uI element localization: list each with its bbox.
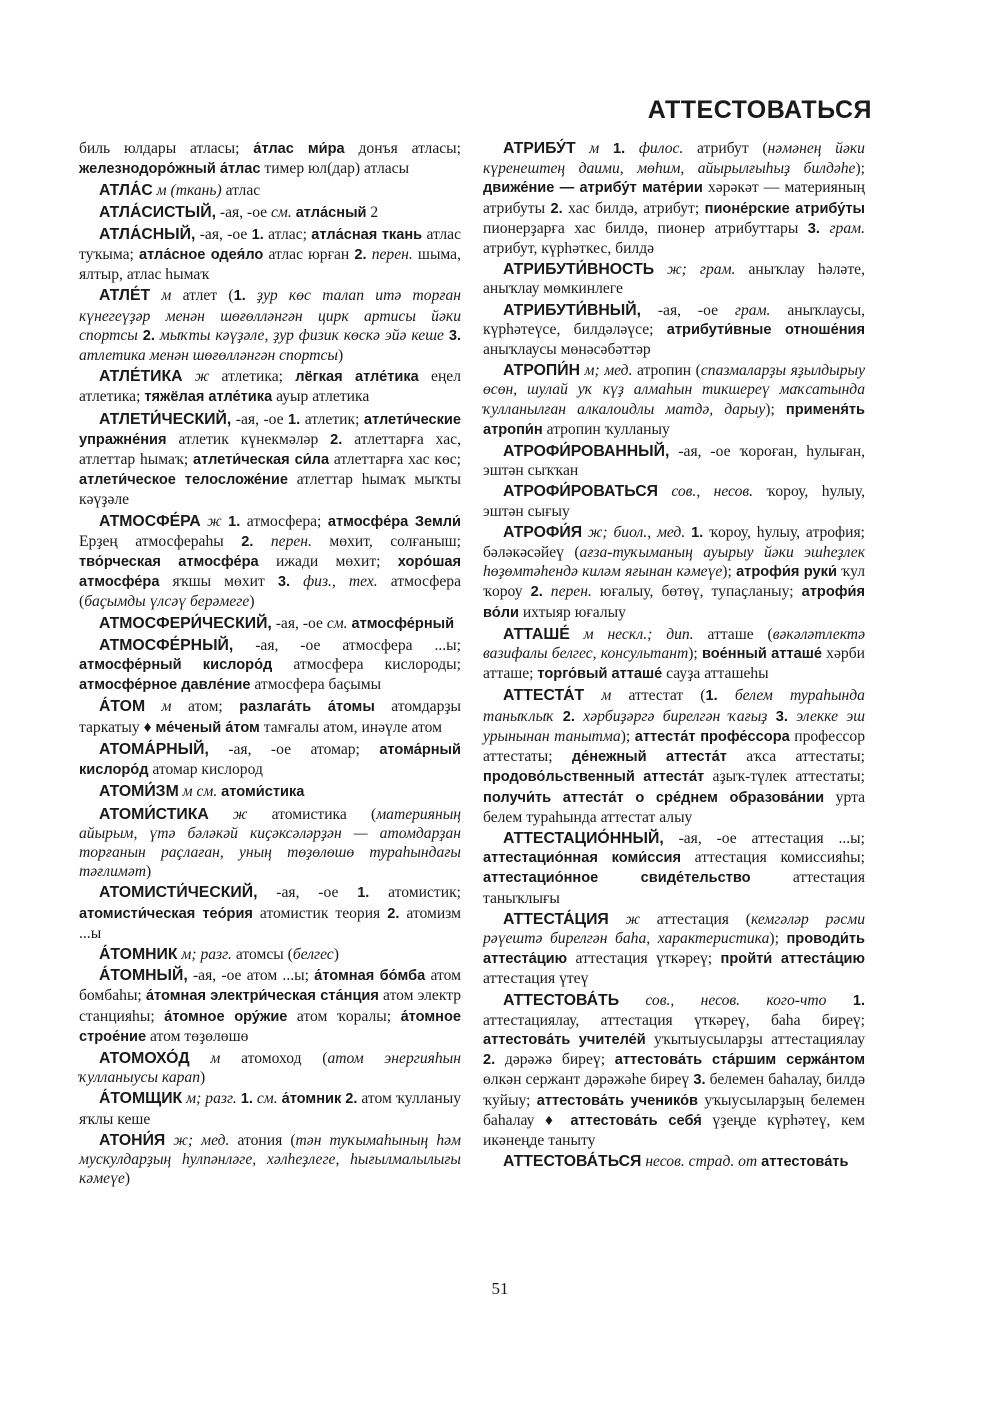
dictionary-entry [79, 782, 461, 802]
grammar-label: м нескл.; дип. [569, 625, 694, 643]
translation-text: яҡшы мөхит [159, 573, 278, 591]
phrase: атмосфе́ра Земли́ [327, 513, 462, 530]
translation-text: ихтыяр юғалыу [518, 603, 626, 621]
dictionary-entry [79, 286, 461, 365]
headword: А́ТОМ [99, 698, 146, 716]
phrase: 1. [852, 992, 865, 1009]
phrase: пионе́рские атрибу́ты [704, 200, 865, 217]
phrase: аттестова́ть [761, 1154, 849, 1171]
grammar-label: см. [271, 203, 292, 221]
translation-text: аттестация таныҡлығы [483, 869, 865, 907]
phrase: 1. [233, 288, 246, 305]
grammar-label: белгес [292, 945, 334, 963]
translation-text [290, 573, 303, 590]
translation-text: Ерҙең атмосфераһы [79, 532, 242, 550]
phrase: вое́нный атташе́ [701, 646, 822, 663]
grammar-label: грам. [734, 301, 771, 319]
phrase: 1. [691, 524, 704, 541]
headword: АТРИБУТИ́ВНЫЙ, [503, 301, 641, 319]
phrase: 3. [693, 1072, 706, 1089]
grammar-label: м; разг. [177, 945, 232, 963]
headword: АТТЕСТОВА́ТЬ [503, 991, 620, 1009]
translation-text: донъя атласы; [344, 140, 461, 157]
phrase: 3. [775, 708, 788, 725]
translation-text: атом бомбаһы; [79, 967, 461, 1005]
translation-text: ) [333, 945, 339, 963]
translation-text: ауыр атлетика [272, 388, 370, 406]
translation-text: атомсы ( [231, 945, 293, 963]
headword: АТОМИ́СТИКА [99, 805, 209, 823]
grammar-label: грам. [829, 219, 865, 237]
translation-text [599, 140, 613, 157]
translation-text: -ая, -ое [640, 301, 735, 319]
phrase: получи́ть аттеста́т о сре́днем образова́нии [483, 789, 825, 806]
headword: АТТЕСТА́ЦИЯ [503, 910, 609, 928]
grammar-label: м (ткань) [152, 182, 222, 200]
phrase: применя́ть атропи́н [483, 401, 865, 438]
translation-text: ҡороу, һулыу, эштән сығыу [483, 483, 865, 520]
phrase: атома́рный кислоро́д [79, 741, 461, 779]
dictionary-entry [79, 883, 461, 943]
translation-text [767, 708, 775, 725]
translation-text: атомистик; [369, 884, 461, 902]
translation-text: атония ( [229, 1131, 296, 1149]
translation-text: атомистик теория [252, 904, 388, 922]
dictionary-entry [79, 512, 461, 612]
grammar-label: атлетика менән шөғөлләнгән спортсы [79, 347, 338, 365]
translation-text: аҡса аттестаты; [726, 748, 865, 766]
grammar-label: см. [256, 1090, 278, 1108]
dictionary-entry [79, 614, 461, 634]
translation-text: атомистика ( [247, 805, 377, 823]
grammar-label: ж; грам. [654, 261, 736, 279]
dictionary-entry [483, 260, 865, 298]
grammar-label: сов., несов. кого-что [619, 991, 827, 1009]
phrase: 2. [387, 905, 400, 922]
grammar-label: сов., несов. [657, 483, 754, 501]
phrase: де́нежный аттеста́т [571, 749, 727, 766]
phrase: а́томное строе́ние [79, 1008, 461, 1045]
headword: АТЛА́С [99, 182, 153, 200]
phrase: разлага́ть а́томы [239, 699, 375, 716]
translation-text: сауҙа атташеһы [662, 665, 769, 683]
phrase: атомисти́ческая тео́рия [79, 905, 253, 922]
translation-text: аныҡлаусы мөнәсәбәттәр [483, 341, 651, 359]
grammar-label: м; разг. [182, 1090, 237, 1108]
right-column [483, 139, 865, 1174]
dictionary-entry [79, 1049, 461, 1087]
grammar-label: ж [182, 368, 210, 386]
translation-text: аттестация комиссияһы; [681, 849, 865, 867]
grammar-label: ж [608, 910, 641, 928]
translation-text: аҙыҡ-түлек аттестаты; [704, 768, 865, 786]
translation-text: уҡытыусыларҙы аттестациялау [645, 1030, 865, 1048]
translation-text: атомдарҙы таркатыу ♦ [79, 698, 462, 736]
phrase: движе́ние — атрибу́т мате́рии [483, 180, 703, 197]
translation-text: атом ҡулланыу яҡлы кеше [79, 1090, 462, 1128]
headword: АТМОСФЕ́РНЫЙ, [99, 636, 234, 654]
phrase: торго́вый атташе́ [537, 666, 663, 683]
dictionary-entry [483, 829, 865, 908]
headword: А́ТОМНЫЙ, [99, 967, 188, 985]
phrase: железнодоро́жный а́тлас [79, 161, 261, 178]
grammar-label: см. [326, 614, 348, 632]
phrase: тяжёлая атле́тика [144, 389, 273, 406]
translation-text: урта белем тураһында аттестат алыу [483, 788, 865, 826]
translation-text: белемен баһалау, билдә ҡуйыу; [483, 1071, 866, 1109]
translation-text: аныҡлау һәләте, аныҡлау мөмкинлеге [483, 261, 865, 298]
dictionary-entry [483, 361, 865, 440]
headword: АТТЕСТАЦИО́ННЫЙ, [503, 829, 664, 847]
headword: АТЛЕТИ́ЧЕСКИЙ, [99, 410, 232, 428]
phrase: 1. [228, 513, 241, 530]
translation-text: хәрәкәт — материяның атрибуты [483, 179, 865, 217]
translation-text: профессор аттестаты; [483, 727, 866, 766]
phrase: 1. [288, 411, 301, 428]
grammar-label: несов. страд. от [641, 1153, 758, 1171]
phrase: атмосфе́рный [351, 615, 455, 632]
dictionary-entry [79, 805, 461, 882]
translation-text: атмосфера баҫымы [250, 676, 382, 694]
translation-text: атом төҙөлөшө [146, 1027, 249, 1045]
translation-text [253, 533, 270, 550]
translation-text: атомизм ...ы [79, 904, 461, 942]
translation-text: өлкән сержант дәрәжәһе биреү [483, 1071, 694, 1089]
phrase: лёгкая атле́тика [295, 369, 419, 386]
translation-text: уҡыусыларҙың белемен баһалау ♦ [483, 1091, 865, 1129]
translation-text: ); [620, 727, 635, 745]
phrase: хоро́шая атмосфе́ра [79, 554, 462, 591]
translation-text: дәрәжә биреү; [495, 1051, 615, 1069]
translation-text: атлеттарға хас, атлеттар һымаҡ; [79, 430, 461, 469]
phrase: атлети́ческая си́ла [193, 452, 330, 469]
grammar-label: кемгәләр рәсми рәүештә бирелгән баһа, характеристика [483, 910, 865, 947]
translation-text: үҙеңде күрһәтеү, кем икәнеңде таныту [483, 1111, 865, 1149]
dictionary-entry [79, 636, 461, 696]
grammar-label: вәкәләтлектә вазифалы белгес, консультант [483, 625, 865, 663]
dictionary-entry [483, 482, 865, 520]
translation-text: атлас юрған [263, 246, 355, 264]
phrase: а́томная бо́мба [314, 968, 426, 985]
translation-text: аттестациялау, аттестация үткәреү, баһа биреү; [483, 1011, 865, 1029]
grammar-label: перен. [550, 583, 592, 601]
translation-text: -ая, -ое [231, 410, 289, 428]
grammar-label: элекке эш урынынан танытма [483, 707, 866, 745]
phrase: 2. [550, 200, 563, 217]
phrase: аттестова́ть себя́ [570, 1112, 702, 1129]
dictionary-entry [79, 1131, 461, 1189]
dictionary-entry [483, 301, 865, 360]
translation-text: ); [769, 929, 787, 947]
phrase: аттеста́т профе́ссора [634, 728, 790, 745]
phrase: атмосфе́рный кислоро́д [79, 657, 273, 674]
headword: АТОМИ́ЗМ [99, 783, 179, 801]
translation-text: тамғалы атом, инәүле атом [259, 718, 442, 736]
phrase: 2. [345, 1091, 358, 1108]
translation-text: ҡул ҡороу [483, 563, 865, 601]
phrase: а́томное ору́жие [164, 1008, 288, 1025]
headword: АТЛЕ́Т [99, 287, 151, 305]
grammar-label: м [584, 687, 612, 705]
dictionary-entry [483, 910, 865, 989]
translation-text: атропин ҡулланыу [542, 420, 670, 438]
translation-text: атлас [221, 182, 261, 200]
translation-text: ҡороу, һулыу, атрофия; бәләкәсәйеү ( [483, 523, 865, 562]
headword: АТТЕСТА́Т [503, 687, 585, 705]
translation-text: ижади мөхит; [258, 553, 398, 571]
translation-text: ); [722, 563, 737, 581]
headword: АТОМОХО́Д [99, 1049, 190, 1067]
translation-text: ); [855, 160, 865, 178]
translation-text: атлетик; [300, 410, 364, 428]
grammar-label: м [145, 698, 172, 716]
translation-text: 2 [366, 203, 379, 221]
headword: АТРОФИ́РОВАННЫЙ, [503, 443, 670, 461]
grammar-label: нәмәнең йәки күренештең даими, мөһим, айырылғыһыҙ билдәһе [483, 140, 865, 178]
grammar-label: тән туҡымаһының һәм мускулдарҙың һулпәнләге, хәлһеҙлеге, һығылмалылығы кәмеүе [79, 1131, 461, 1188]
phrase: 2. [142, 327, 155, 344]
phrase: аттестацио́нная коми́ссия [483, 850, 681, 867]
phrase: пройти́ аттеста́цию [720, 951, 865, 968]
translation-text: -ая, -ое [271, 614, 327, 632]
phrase: 3. [448, 327, 461, 344]
translation-text [625, 140, 639, 157]
phrase: атлети́ческое телосложе́ние [79, 472, 288, 489]
translation-text: -ая, -ое ҡороған, һулыған, эштән сыҡҡан [483, 443, 865, 480]
headword: АТОНИ́Я [99, 1131, 166, 1149]
page-number: 51 [491, 1279, 509, 1298]
phrase: 1. [612, 141, 626, 157]
translation-text: атлеттарға хас көс; [329, 451, 461, 469]
translation-text: атлетика; [209, 368, 296, 386]
dictionary-entry [79, 966, 461, 1047]
translation-text: -ая, -ое [195, 225, 252, 243]
dictionary-entry [79, 367, 461, 407]
translation-text: атом ҡоралы; [287, 1007, 401, 1025]
translation-text: аттестация үткәреү; [567, 950, 721, 968]
translation-text [554, 708, 562, 725]
translation-text: атташе ( [693, 625, 773, 643]
grammar-label: мыҡты кәүҙәле, ҙур физик көскә эйә кеше [159, 326, 444, 344]
translation-text: атмосфера кислороды; [272, 656, 461, 674]
phrase: аттестова́ть ста́ршим сержа́нтом [614, 1052, 865, 1069]
phrase: 3. [277, 574, 291, 591]
grammar-label: баҫымды үлсәү берәмеге [84, 593, 250, 611]
phrase: 2. [562, 708, 575, 725]
translation-text: пионерҙарға хас билдә, пионер атрибуттары [483, 219, 808, 237]
dictionary-entry [79, 697, 461, 737]
headword: АТРОФИ́Я [503, 523, 583, 541]
translation-text: атлет ( [171, 287, 234, 305]
headword: А́ТОМНИК [99, 945, 178, 963]
translation-text: хас билдә, атрибут; [562, 199, 705, 217]
dictionary-entry [79, 181, 461, 200]
phrase: 1. [240, 1091, 253, 1108]
translation-text: аныҡлаусы, күрһәтеүсе, билдәләүсе; [483, 301, 865, 338]
grammar-label: ж [208, 805, 248, 823]
translation-text: шыма, ялтыр, атлас һымаҡ [79, 246, 461, 284]
phrase: а́томник [281, 1091, 342, 1108]
translation-text: ); [688, 645, 702, 663]
translation-text: ) [337, 347, 344, 365]
running-head: АТТЕСТОВАТЬСЯ [647, 96, 872, 124]
phrase: атла́сная ткань [311, 226, 423, 243]
dictionary-entry [79, 1089, 461, 1128]
phrase: атоми́стика [221, 784, 305, 801]
headword: АТТЕСТОВА́ТЬСЯ [503, 1153, 642, 1171]
translation-text: атом электр станцияһы; [79, 987, 461, 1025]
headword: АТМОСФЕ́РА [99, 512, 201, 530]
headword: АТТАШЕ́ [503, 625, 570, 643]
left-column [79, 139, 461, 1190]
phrase: атлети́ческие упражне́ния [79, 411, 462, 448]
phrase: аттестова́ть учителе́й [483, 1031, 646, 1048]
dictionary-entry [79, 203, 461, 223]
dictionary-entry [79, 945, 461, 964]
grammar-label: м; мед. [580, 362, 633, 380]
headword: АТОМА́РНЫЙ, [99, 740, 209, 758]
phrase: 2. [241, 533, 254, 550]
dictionary-entry [483, 686, 865, 826]
grammar-label: м [150, 287, 172, 305]
grammar-label: ж; мед. [165, 1131, 230, 1149]
translation-text: атомоход ( [220, 1049, 328, 1067]
headword: А́ТОМЩИК [99, 1090, 183, 1108]
grammar-label: ҙур көс талап итә торған күнегеүҙәр менән шөғөлләнгән цирк артисы йәки спортсы [79, 287, 462, 344]
translation-text: аттестация үтеү [483, 970, 589, 988]
phrase: тво́рческая атмосфе́ра [79, 554, 259, 571]
translation-text: -ая, -ое атомар; [208, 740, 380, 758]
translation-text: атомар кислород [148, 761, 263, 779]
phrase: 3. [807, 220, 820, 237]
phrase: атла́сное одея́ло [138, 247, 264, 264]
dictionary-entry [483, 625, 865, 685]
grammar-label: физ., тех. [303, 573, 378, 591]
translation-text [543, 583, 551, 600]
phrase: атрибути́вные отноше́ния [666, 321, 865, 338]
dictionary-entry [79, 225, 461, 285]
translation-text: атмосфера; [240, 512, 328, 530]
translation-text: ); [765, 400, 786, 418]
phrase: 2. [483, 1052, 496, 1069]
translation-text [718, 687, 735, 704]
phrase: аттестова́ть ученико́в [536, 1092, 699, 1109]
phrase: 1. [357, 885, 370, 902]
translation-text [826, 992, 852, 1009]
dictionary-entry [483, 523, 865, 623]
translation-text: -ая, -ое [257, 884, 358, 902]
headword: АТРОФИ́РОВАТЬСЯ [503, 483, 658, 501]
phrase: 1. [251, 226, 264, 243]
translation-text: -ая, -ое атом ...ы; [187, 967, 315, 985]
dictionary-entry [483, 991, 865, 1151]
phrase: продово́льственный аттеста́т [483, 769, 705, 786]
phrase: 2. [330, 431, 343, 448]
grammar-label: ж [200, 512, 222, 530]
translation-text: атрибут ( [683, 140, 768, 157]
translation-text: ) [124, 1170, 131, 1188]
translation-text: ) [146, 863, 152, 881]
translation-text: аттестация ( [640, 910, 751, 928]
phrase: 2. [354, 247, 367, 264]
translation-text: -ая, -ое аттестация ...ы; [663, 829, 865, 847]
translation-text: атрибут, күрһәткес, билдә [483, 240, 655, 258]
translation-text: атропин ( [632, 362, 701, 380]
headword: АТЛА́СИСТЫЙ, [99, 203, 217, 221]
headword: АТРИБУ́Т [503, 140, 576, 157]
translation-text: атлас; [263, 225, 312, 243]
grammar-label: ағза-туҡыманың ауырыу йәки эшһеҙлек һөҙөмтәһендә киләм яғынан кәмеүе [483, 544, 865, 581]
translation-text: ) [249, 593, 255, 611]
dictionary-entry [79, 740, 461, 780]
grammar-label: м см. [178, 783, 218, 801]
grammar-label: атом энергияһын ҡулланыусы карап [79, 1049, 461, 1087]
phrase: аттестацио́нное свиде́тельство [483, 870, 751, 887]
translation-text: юғалыу, бөтөү, тупаҫланыу; [591, 583, 802, 601]
dictionary-entry [79, 410, 461, 510]
grammar-label: хәрбиҙәргә бирелгән ҡағыҙ [583, 707, 768, 725]
translation-text: еңел атлетика; [79, 368, 462, 406]
phrase: атла́сный [295, 204, 367, 221]
translation-text: атмосфера ( [79, 573, 461, 611]
translation-text [246, 287, 257, 304]
phrase: а́тлас ми́ра [253, 141, 345, 157]
grammar-label: белем тураһында таныҡлыҡ [483, 687, 865, 725]
phrase: атмосфе́рное давле́ние [79, 677, 251, 694]
translation-text: атлетик күнекмәләр [166, 430, 331, 448]
phrase: 2. [530, 584, 543, 601]
translation-text: мөхит, солғаныш; [311, 532, 462, 550]
grammar-label: м [575, 140, 600, 157]
translation-text: ) [200, 1069, 206, 1087]
translation-text: хәрби атташе; [483, 645, 865, 683]
headword: АТРИБУТИ́ВНОСТЬ [503, 261, 655, 279]
translation-text: -ая, -ое атмосфера ...ы; [233, 636, 461, 654]
dictionary-entry [483, 442, 865, 480]
grammar-label: материяның айырым, үтә бәләкәй киҫәксәләрҙән — атомдарҙан торғанын раҫлаған, уның төҙөлөшө тураһындағы тәғлимәт [79, 805, 462, 881]
grammar-label: м [189, 1049, 221, 1067]
dictionary-entry [79, 139, 461, 179]
grammar-label: перен. [270, 532, 312, 550]
headword: АТОМИСТИ́ЧЕСКИЙ, [99, 884, 258, 902]
grammar-label: перен. [371, 246, 413, 264]
phrase: а́томная электри́ческая ста́нция [145, 988, 379, 1005]
grammar-label: спазмаларҙы яҙылдырыу өсөн, шулай уҡ күҙ алмаһын тикшереү маҡсатында ҡулланылған алкалоидлы матдә, дарыу [483, 362, 865, 418]
dictionary-entry [483, 139, 865, 258]
phrase: 1. [705, 688, 718, 705]
phrase: атрофи́я во́ли [483, 584, 865, 621]
translation-text: атлеттар һымаҡ мыҡты кәүҙәле [79, 471, 461, 509]
translation-text: атлас туҡыма; [79, 225, 462, 264]
grammar-label: филос. [638, 140, 684, 157]
headword: АТЛЕ́ТИКА [99, 368, 183, 386]
translation-text: биль юлдары атласы; [79, 140, 254, 157]
headword: АТЛА́СНЫЙ, [99, 225, 196, 243]
translation-text: -ая, -ое [216, 203, 271, 221]
translation-text: атом; [171, 698, 240, 716]
headword: АТРОПИ́Н [503, 362, 581, 380]
translation-text: аттестат ( [611, 687, 706, 705]
translation-text: тимер юл(дар) атласы [260, 160, 410, 178]
dictionary-entry [483, 1152, 865, 1172]
phrase: ме́ченый а́том [155, 719, 260, 736]
grammar-label: ж; биол., мед. [582, 523, 686, 541]
phrase: проводи́ть аттеста́цию [483, 930, 865, 968]
phrase: атрофи́я руки́ [736, 564, 837, 581]
headword: АТМОСФЕРИ́ЧЕСКИЙ, [99, 614, 272, 632]
